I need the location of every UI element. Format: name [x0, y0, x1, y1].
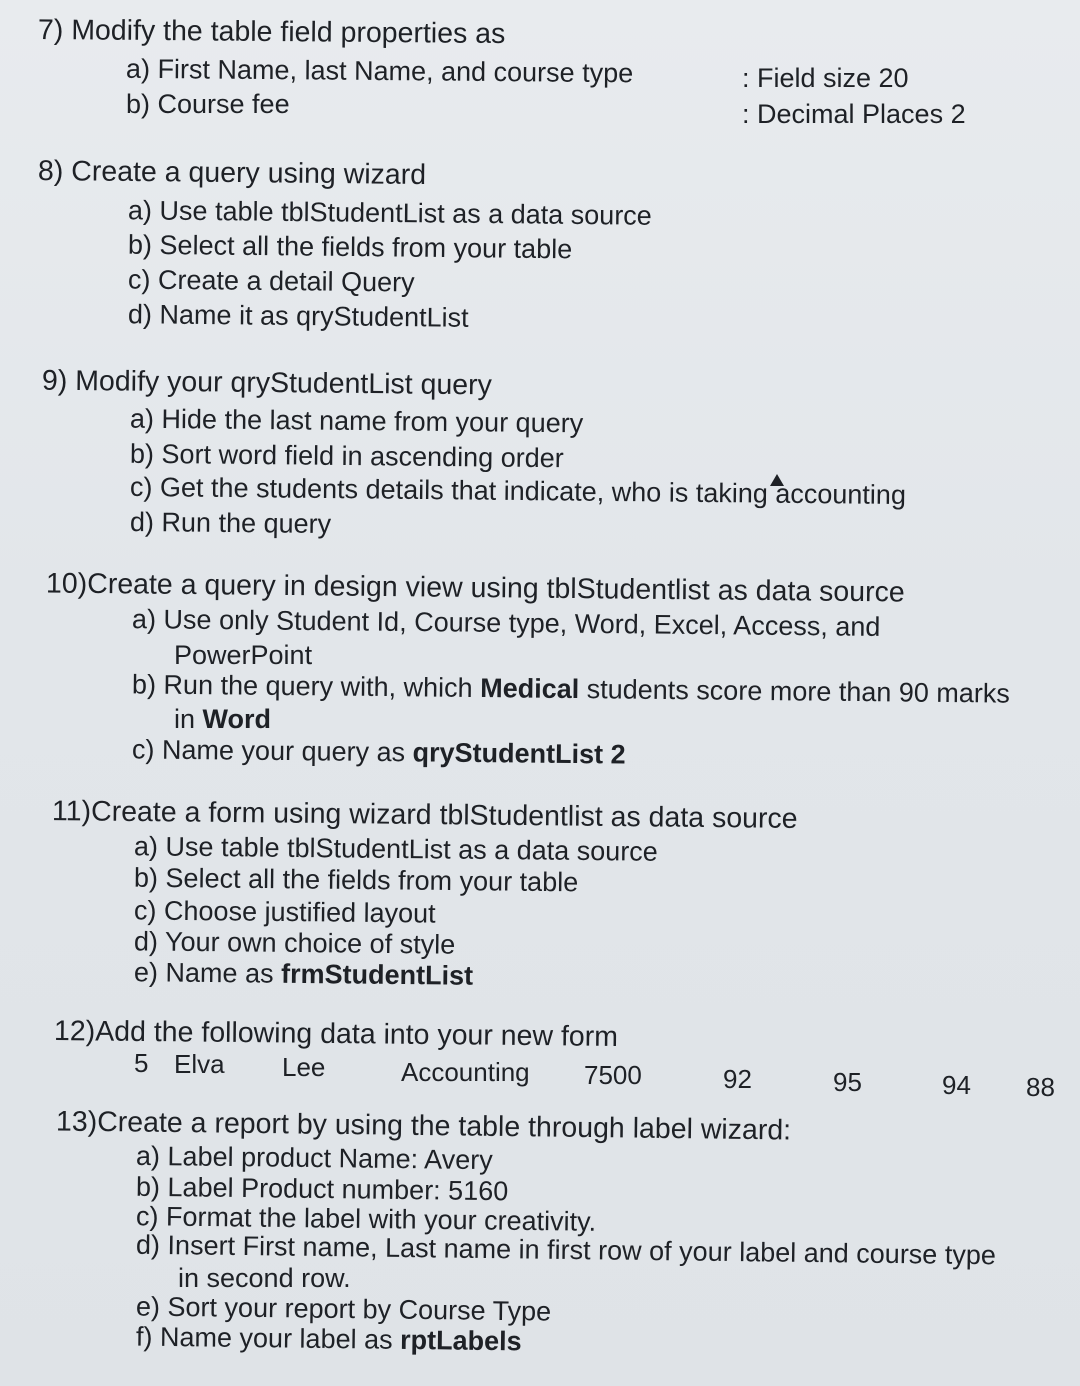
q13-item-f — [136, 1321, 522, 1358]
q13-item-a: a) Label product Name: Avery — [135, 1140, 493, 1176]
q7-item-b: b) Course fee — [126, 89, 290, 119]
q12-data-excel: 95 — [833, 1067, 862, 1097]
q10-item-b-bold-word: Word — [202, 704, 272, 734]
q11-title: 11)Create a form using wizard tblStudentlist as data source — [51, 795, 798, 835]
q7-title: 7) Modify the table field properties as — [37, 13, 506, 51]
q7-item-a: a) First Name, last Name, and course type — [125, 53, 634, 89]
q12-data-first-name: Elva — [174, 1049, 225, 1079]
q13-item-b: b) Label Product number: 5160 — [135, 1171, 509, 1207]
q11-item-c: c) Choose justified layout — [133, 895, 436, 929]
q8-item-d: d) Name it as qryStudentList — [127, 299, 469, 333]
q13-item-d-cont: in second row. — [178, 1263, 351, 1293]
q10-item-b-cont-text: in — [174, 704, 203, 734]
q12-data-powerpoint: 88 — [1026, 1072, 1055, 1102]
q13-item-f-bold: rptLabels — [399, 1324, 522, 1357]
q12-data-last-name: Lee — [282, 1052, 326, 1082]
q11-item-d: d) Your own choice of style — [133, 926, 456, 960]
q13-item-d: d) Insert First name, Last name in first row of your label and course type — [135, 1229, 997, 1271]
q12-data-word: 92 — [723, 1064, 752, 1094]
q7-item-a-value: : Field size 20 — [742, 63, 909, 93]
q10-item-c-text: c) Name your query as — [131, 734, 413, 768]
q12-data-course: Accounting — [401, 1057, 530, 1087]
q8-title: 8) Create a query using wizard — [37, 154, 427, 192]
q10-item-a: a) Use only Student Id, Course type, Word, Excel, Access, and — [131, 604, 881, 642]
q10-title: 10)Create a query in design view using tblStudentlist as data source — [45, 567, 905, 609]
q9-item-b: b) Sort word field in ascending order — [129, 438, 564, 474]
q11-item-e-bold: frmStudentList — [280, 958, 474, 991]
q10-item-b-bold-medical: Medical — [480, 673, 580, 705]
q10-item-b-text: b) Run the query with, which — [131, 669, 481, 704]
q12-data-fee: 7500 — [584, 1060, 642, 1090]
q9-item-d: d) Run the query — [129, 506, 332, 540]
q12-data-id: 5 — [134, 1048, 149, 1078]
q9-item-c: c) Get the students details that indicate, who is taking accounting — [129, 471, 907, 511]
q9-item-a: a) Hide the last name from your query — [129, 403, 584, 439]
q10-item-c — [132, 733, 626, 770]
q8-item-a: a) Use table tblStudentList as a data source — [127, 195, 652, 231]
q9-title: 9) Modify your qryStudentList query — [41, 364, 493, 402]
q13-title: 13)Create a report by using the table through label wizard: — [55, 1105, 792, 1147]
q11-item-a: a) Use table tblStudentList as a data source — [133, 831, 658, 867]
q10-item-b-cont — [174, 703, 271, 735]
q11-item-b: b) Select all the fields from your table — [133, 862, 579, 898]
q11-item-e — [134, 956, 473, 992]
q12-title: 12)Add the following data into your new form — [53, 1015, 619, 1053]
q10-item-c-bold: qryStudentList 2 — [412, 737, 626, 770]
q8-item-c: c) Create a detail Query — [127, 264, 415, 298]
q13-item-c: c) Format the label with your creativity. — [135, 1201, 597, 1237]
q10-item-a-cont: PowerPoint — [174, 640, 313, 670]
q10-item-b-text-end: students score more than 90 marks — [579, 674, 1011, 709]
q7-item-b-value: : Decimal Places 2 — [742, 99, 966, 129]
mouse-pointer-icon — [770, 474, 784, 486]
q12-data-access: 94 — [942, 1070, 971, 1100]
q11-item-e-text: e) Name as — [133, 957, 282, 989]
q13-item-f-text: f) Name your label as — [135, 1321, 401, 1355]
q13-item-e: e) Sort your report by Course Type — [135, 1291, 552, 1327]
q8-item-b: b) Select all the fields from your table — [127, 229, 573, 265]
